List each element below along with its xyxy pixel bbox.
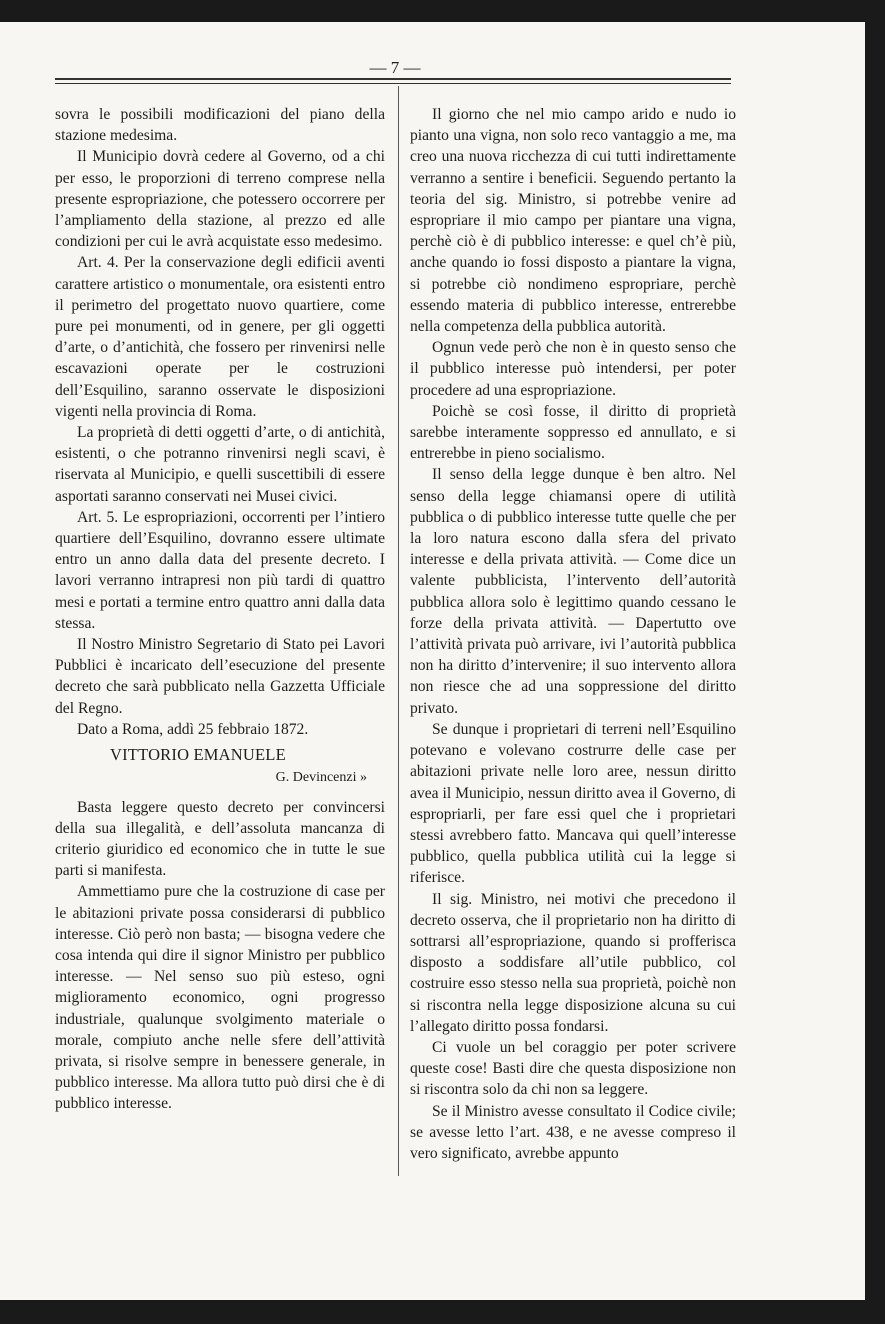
paragraph: Il Municipio dovrà cedere al Governo, od a chi per esso, le proporzioni di terreno comprese nella presente espropriazione, che potessero occorrere per l’ampliamento della stazione, al prezzo ed alle condizioni per cui le avrà acquistate esso medesimo. <box>55 148 385 251</box>
column-divider <box>398 86 399 1176</box>
paragraph: Il senso della legge dunque è ben altro. Nel senso della legge chiamansi opere di utilità pubblica o di pubblico interesse tutte quelle che per la loro natura escono dalla sfera del privato interesse e della privata attività. — Come dice un valente pubblicista, l’intervento dell’autorità pubblica allora solo è legittimo quando cessano le forze della privata attività. — Dapertutto ove l’attività privata può arrivare, ivi l’autorità pubblica non ha diritto d’intervenire; il suo intervento allora non riesce che ad una soppressione del diritto privato. <box>410 466 736 717</box>
left-column <box>55 104 385 1115</box>
paragraph: Ci vuole un bel coraggio per poter scrivere queste cose! Basti dire che questa disposizione non si riscontra solo da chi non sa leggere. <box>410 1038 736 1099</box>
decree-date: Dato a Roma, addì 25 febbraio 1872. <box>77 720 309 738</box>
paragraph: Se dunque i proprietari di terreni nell’Esquilino potevano e volevano costrurre delle case per abitazioni private nelle loro aree, nessun diritto avea il Municipio, nessun diritto avea il Governo, di espropriarli, per fare essi quel che i proprietari stessi avrebbero fatto. Mancava qui quell’interesse pubblico, quella pubblica utilità cui la legge si riferisce. <box>410 720 736 887</box>
paragraph: Il sig. Ministro, nei motivi che precedono il decreto osserva, che il proprietario non ha diritto di sottrarsi all’espropriazione, quando si profferisca disposto a soddisfare all’utile pubblico, col costruire esso stesso nella sua proprietà, poichè non si riscontra nella legge disposizione alcuna su cui l’allegato diritto possa fondarsi. <box>410 890 736 1035</box>
paragraph: Basta leggere questo decreto per convincersi della sua illegalità, e dell’assoluta mancanza di criterio giuridico ed economico che in tutte le sue parti si manifesta. <box>55 798 385 880</box>
paragraph: Il giorno che nel mio campo arido e nudo io pianto una vigna, non solo reco vantaggio a me, ma creo una nuova ricchezza di cui tutti indirettamente verranno a sentire i beneficii. Seguendo pertanto la teoria del sig. Ministro, si potrebbe venire ad espropriare il mio campo per piantare una vigna, perchè ciò è di pubblico interesse: e quel ch’è più, anche quando io fossi disposto a piantare la vigna, si potrebbe ciò nondimeno espropriare, perchè essendo materia di pubblico interesse, entrerebbe nella competenza della pubblica autorità. <box>410 106 736 336</box>
paragraph: La proprietà di detti oggetti d’arte, o di antichità, esistenti, o che potranno rinvenirsi negli scavi, è riservata al Municipio, e quelli suscettibili di essere asportati saranno conservati nei Musei civici. <box>55 424 385 505</box>
paragraph: Il Nostro Ministro Segretario di Stato pei Lavori Pubblici è incaricato dell’esecuzione del presente decreto che sarà pubblicato nella Gazzetta Ufficiale del Regno. <box>55 636 385 717</box>
right-column <box>410 104 736 1164</box>
header-rule-thin <box>55 83 731 84</box>
paragraph: Art. 5. Le espropriazioni, occorrenti per l’intiero quartiere dell’Esquilino, dovranno essere ultimate entro un anno dalla data del presente decreto. I lavori verranno intrapresi non più tardi di quattro mesi e portati a termine entro quattro anni dalla data stessa. <box>55 508 385 632</box>
paragraph: Se il Ministro avesse consultato il Codice civile; se avesse letto l’art. 438, e ne avesse compreso il vero significato, avrebbe appunto <box>410 1102 736 1162</box>
paragraph: Ammettiamo pure che la costruzione di case per le abitazioni private possa considerarsi di pubblico interesse. Ciò però non basta; — bisogna vedere che cosa intenda qui dire il signor Ministro per pubblico interesse. — Nel senso suo più esteso, ogni miglioramento economico, ogni progresso industriale, qualunque svolgimento materiale o morale, compiuto anche nelle sfere dell’attività privata, si risolve sempre in benessere generale, in pubblico interesse. Ma allora tutto può dirsi che è di pubblico interesse. <box>55 883 385 1113</box>
king-signature: VITTORIO EMANUELE <box>110 745 286 765</box>
paragraph: Poichè se così fosse, il diritto di proprietà sarebbe interamente soppresso ed annullato, e si entrerebbe in pieno socialismo. <box>410 402 736 463</box>
header-rule <box>55 78 731 80</box>
paragraph: Ognun vede però che non è in questo senso che il pubblico interesse può intendersi, per poter procedere ad una espropriazione. <box>410 339 736 399</box>
minister-signature: G. Devincenzi » <box>275 770 367 786</box>
page-number: — 7 — <box>369 58 421 77</box>
paragraph: sovra le possibili modificazioni del piano della stazione medesima. <box>55 106 385 145</box>
paragraph: Art. 4. Per la conservazione degli edificii aventi carattere artistico o monumentale, ora esistenti entro il perimetro del progettato nuovo quartiere, come pure pei monumenti, od in genere, per gli oggetti d’arte, o d’antichità, che fossero per rinvenirsi nelle escavazioni operate per le costruzioni dell’Esquilino, saranno osservate le disposizioni vigenti nella provincia di Roma. <box>55 254 385 420</box>
document-page <box>0 22 865 1300</box>
